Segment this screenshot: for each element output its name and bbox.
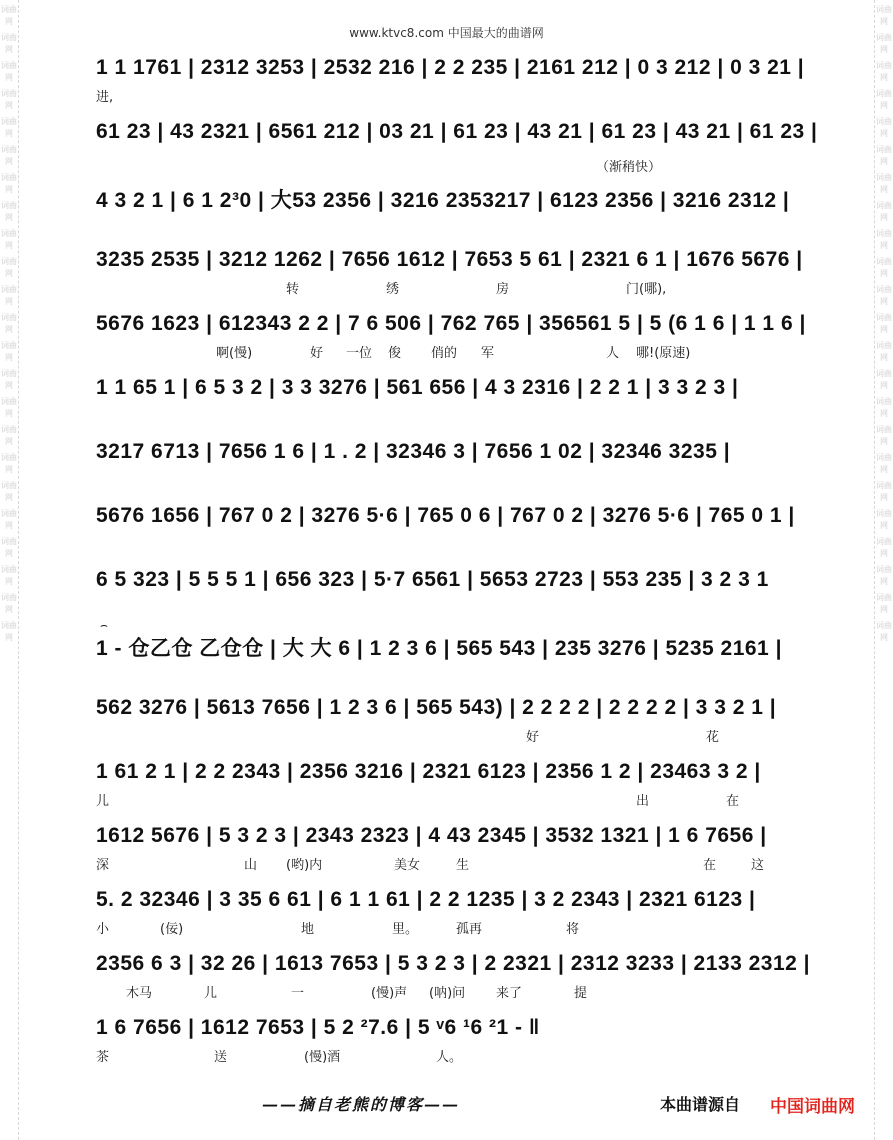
- lyric-syllable: 这: [751, 858, 765, 873]
- score-row: [96, 496, 806, 560]
- side-watermark: 词曲网: [876, 89, 892, 110]
- lyric-syllable: 军: [481, 346, 495, 361]
- lyric-syllable: 人: [606, 346, 620, 361]
- side-watermark: 词曲网: [876, 593, 892, 614]
- score-row: [96, 688, 806, 752]
- side-watermark: 词曲网: [876, 369, 892, 390]
- lyric-syllable: 门(哪),: [626, 282, 667, 297]
- left-watermark-strip: [0, 0, 19, 1140]
- side-watermark: 词曲网: [876, 33, 892, 54]
- side-watermark: 词曲网: [1, 33, 17, 54]
- lyric-syllable: (佞): [160, 922, 184, 937]
- lyric-syllable: 木马: [126, 986, 153, 1001]
- side-watermark: 词曲网: [1, 369, 17, 390]
- side-watermark: 词曲网: [876, 229, 892, 250]
- source-label: 本曲谱源自: [660, 1095, 741, 1114]
- side-watermark: 词曲网: [1, 145, 17, 166]
- side-watermark: 词曲网: [1, 481, 17, 502]
- side-watermark: 词曲网: [1, 425, 17, 446]
- side-watermark: 词曲网: [1, 257, 17, 278]
- lyric-syllable: 儿: [96, 794, 110, 809]
- side-watermark: 词曲网: [876, 285, 892, 306]
- side-watermark: 词曲网: [876, 313, 892, 334]
- side-watermark: 词曲网: [1, 397, 17, 418]
- side-watermark: 词曲网: [1, 229, 17, 250]
- side-watermark: 词曲网: [1, 341, 17, 362]
- lyric-syllable: 好: [526, 730, 540, 745]
- side-watermark: 词曲网: [1, 173, 17, 194]
- notation-line: 2356 6 3 | 32 26 | 1613 7653 | 5 3 2 3 | 2 2321 | 2312 3233 | 2133 2312 |: [96, 952, 811, 975]
- lyric-syllable: 花: [706, 730, 720, 745]
- lyric-syllable: 俏的: [431, 346, 458, 361]
- side-watermark: 词曲网: [1, 593, 17, 614]
- lyric-syllable: 儿: [204, 986, 218, 1001]
- side-watermark: 词曲网: [876, 173, 892, 194]
- score-row: [96, 1008, 806, 1072]
- score-row: [96, 176, 806, 240]
- side-watermark: 词曲网: [1, 565, 17, 586]
- lyric-syllable: 提: [574, 986, 588, 1001]
- lyric-syllable: 绣: [386, 282, 400, 297]
- notation-line: 1 - 仓乙仓 乙仓仓 | 大 大 6 | 1 2 3 6 | 565 543 | 235 3276 | 5235 2161 |: [96, 637, 782, 660]
- score-row: [96, 880, 806, 944]
- side-watermark: 词曲网: [1, 89, 17, 110]
- notation-line: 5676 1656 | 767 0 2 | 3276 5·6 | 765 0 6 | 767 0 2 | 3276 5·6 | 765 0 1 |: [96, 504, 795, 527]
- notation-line: 1 1 65 1 | 6 5 3 2 | 3 3 3276 | 561 656 | 4 3 2316 | 2 2 1 | 3 3 2 3 |: [96, 376, 739, 399]
- score-row: [96, 752, 806, 816]
- side-watermark: 词曲网: [876, 145, 892, 166]
- lyric-syllable: 将: [566, 922, 580, 937]
- site-url-header: www.ktvc8.com 中国最大的曲谱网: [349, 26, 544, 40]
- lyric-syllable: 一: [291, 986, 305, 1001]
- jianpu-score: [96, 48, 818, 1072]
- notation-line: 5676 1623 | 612343 2 2 | 7 6 506 | 762 765 | 356561 5 | 5 (6 1 6 | 1 1 6 |: [96, 312, 806, 335]
- lyric-syllable: 在: [726, 794, 740, 809]
- side-watermark: 词曲网: [1, 117, 17, 138]
- notation-line: 3235 2535 | 3212 1262 | 7656 1612 | 7653 5 61 | 2321 6 1 | 1676 5676 |: [96, 248, 803, 271]
- notation-line: 5. 2 32346 | 3 35 6 61 | 6 1 1 61 | 2 2 1235 | 3 2 2343 | 2321 6123 |: [96, 888, 756, 911]
- lyric-syllable: 地: [301, 922, 315, 937]
- lyric-syllable: 茶: [96, 1050, 110, 1065]
- lyric-syllable: 进,: [96, 90, 114, 105]
- tempo-annotation: （渐稍快）: [596, 160, 662, 175]
- fermata-mark: ⌢: [100, 618, 108, 632]
- score-row: [96, 240, 806, 304]
- lyric-syllable: 深: [96, 858, 110, 873]
- notation-line: 1 1 1761 | 2312 3253 | 2532 216 | 2 2 235 | 2161 212 | 0 3 212 | 0 3 21 |: [96, 56, 805, 79]
- notation-line: 4 3 2 1 | 6 1 2³0 | 大53 2356 | 3216 2353217 | 6123 2356 | 3216 2312 |: [96, 189, 790, 212]
- side-watermark: 词曲网: [876, 201, 892, 222]
- lyric-syllable: 生: [456, 858, 470, 873]
- side-watermark: 词曲网: [876, 537, 892, 558]
- score-row: [96, 48, 806, 112]
- side-watermark: 词曲网: [1, 453, 17, 474]
- lyric-syllable: 好: [310, 346, 324, 361]
- side-watermark: 词曲网: [1, 509, 17, 530]
- lyric-syllable: (慢)声: [371, 986, 408, 1001]
- lyric-syllable: 送: [214, 1050, 228, 1065]
- lyric-syllable: (呐)问: [429, 986, 466, 1001]
- lyric-syllable: 小: [96, 922, 110, 937]
- lyric-syllable: 俊: [388, 346, 402, 361]
- lyric-syllable: 美女: [394, 858, 421, 873]
- side-watermark: 词曲网: [876, 453, 892, 474]
- lyric-syllable: 转: [286, 282, 300, 297]
- notation-line: 6 5 323 | 5 5 5 1 | 656 323 | 5·7 6561 | 5653 2723 | 553 235 | 3 2 3 1: [96, 568, 769, 591]
- side-watermark: 词曲网: [876, 481, 892, 502]
- credit-line: ——摘自老熊的博客——: [262, 1095, 461, 1114]
- score-row: [96, 112, 818, 176]
- side-watermark: 词曲网: [1, 621, 17, 642]
- side-watermark: 词曲网: [876, 425, 892, 446]
- side-watermark: 词曲网: [1, 201, 17, 222]
- side-watermark: 词曲网: [1, 285, 17, 306]
- side-watermark: 词曲网: [1, 5, 17, 26]
- lyric-syllable: (慢)酒: [304, 1050, 341, 1065]
- score-row: [96, 944, 811, 1008]
- lyric-syllable: 山: [244, 858, 258, 873]
- lyric-syllable: 房: [496, 282, 510, 297]
- score-row: [96, 304, 806, 368]
- lyric-syllable: 啊(慢): [216, 346, 253, 361]
- lyric-syllable: 一位: [346, 346, 373, 361]
- side-watermark: 词曲网: [876, 397, 892, 418]
- score-row: [96, 368, 806, 432]
- side-watermark: 词曲网: [1, 313, 17, 334]
- right-watermark-strip: [874, 0, 893, 1140]
- notation-line: 3217 6713 | 7656 1 6 | 1 . 2 | 32346 3 | 7656 1 02 | 32346 3235 |: [96, 440, 731, 463]
- site-name-link[interactable]: 中国词曲网: [770, 1097, 855, 1117]
- lyric-syllable: 里。: [392, 922, 419, 937]
- side-watermark: 词曲网: [1, 61, 17, 82]
- notation-line: 1612 5676 | 5 3 2 3 | 2343 2323 | 4 43 2345 | 3532 1321 | 1 6 7656 |: [96, 824, 767, 847]
- side-watermark: 词曲网: [876, 621, 892, 642]
- side-watermark: 词曲网: [876, 565, 892, 586]
- lyric-syllable: 孤再: [456, 922, 483, 937]
- lyric-syllable: 哪!(原速): [636, 346, 691, 361]
- score-row: [96, 618, 806, 688]
- side-watermark: 词曲网: [876, 509, 892, 530]
- lyric-syllable: 在: [703, 858, 717, 873]
- lyric-syllable: 人。: [436, 1050, 463, 1065]
- score-row: [96, 816, 806, 880]
- lyric-syllable: 来了: [496, 986, 523, 1001]
- notation-line: 1 6 7656 | 1612 7653 | 5 2 ²7.6 | 5 ᵛ6 ¹6 ²1 - ‖: [96, 1016, 540, 1039]
- side-watermark: 词曲网: [876, 257, 892, 278]
- lyric-syllable: (哟)内: [286, 858, 323, 873]
- side-watermark: 词曲网: [876, 5, 892, 26]
- notation-line: 562 3276 | 5613 7656 | 1 2 3 6 | 565 543) | 2 2 2 2 | 2 2 2 2 | 3 3 2 1 |: [96, 696, 777, 719]
- side-watermark: 词曲网: [876, 61, 892, 82]
- score-row: [96, 432, 806, 496]
- side-watermark: 词曲网: [1, 537, 17, 558]
- side-watermark: 词曲网: [876, 341, 892, 362]
- side-watermark: 词曲网: [876, 117, 892, 138]
- notation-line: 1 61 2 1 | 2 2 2343 | 2356 3216 | 2321 6123 | 2356 1 2 | 23463 3 2 |: [96, 760, 761, 783]
- score-row: [96, 560, 806, 624]
- lyric-syllable: 出: [636, 794, 650, 809]
- notation-line: 61 23 | 43 2321 | 6561 212 | 03 21 | 61 23 | 43 21 | 61 23 | 43 21 | 61 23 |: [96, 120, 818, 143]
